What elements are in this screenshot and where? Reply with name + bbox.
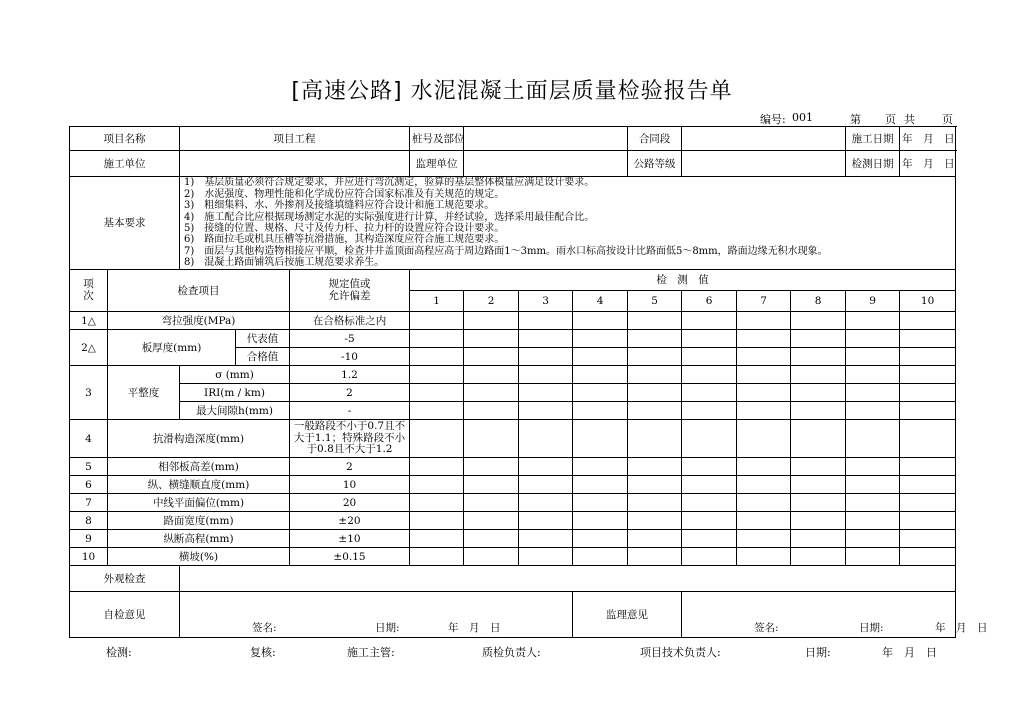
value-col-header: 9: [846, 291, 900, 312]
row-item: 中线平面偏位(mm): [108, 494, 290, 512]
value-col-header: 10: [900, 291, 956, 312]
footer-recheck: 复核:: [250, 646, 276, 659]
footer-date-label: 日期:: [805, 646, 831, 659]
value-col-header: 1: [410, 291, 464, 312]
supervisor-unit-value[interactable]: [464, 151, 628, 177]
footer-inspect: 检测:: [106, 646, 132, 659]
requirement-item: 6) 路面拉毛或机具压槽等抗滑措施，其构造深度应符合施工规范要求。: [184, 234, 505, 246]
page-ye-1: 页: [885, 113, 896, 126]
row-item: 纵、横缝顺直度(mm): [108, 476, 290, 494]
contract-value[interactable]: [682, 127, 846, 151]
self-check-label: 自检意见: [70, 592, 180, 638]
row-no: 4: [70, 420, 108, 458]
supervision-label: 监理意见: [573, 592, 682, 638]
row-spec: 一般路段不小于0.7且不大于1.1；特殊路段不小于0.8且不大于1.2: [290, 420, 410, 458]
self-check-sign-label: 签名:: [252, 622, 277, 634]
self-check-date-value: 年 月 日: [448, 622, 501, 634]
value-col-header: 2: [464, 291, 519, 312]
row-spec: -: [290, 402, 410, 420]
inspection-date-value[interactable]: 年 月 日: [900, 151, 956, 177]
row-no: 2△: [70, 330, 108, 366]
row-subitem: σ (mm): [180, 366, 290, 384]
row-spec: -5: [290, 330, 410, 348]
row-spec: -10: [290, 348, 410, 366]
inspection-form: [69, 126, 988, 638]
row-no: 8: [70, 512, 108, 530]
page-title: [高速公路] 水泥混凝土面层质量检验报告单: [291, 79, 733, 104]
footer-qc-head: 质检负责人:: [482, 646, 541, 659]
row-item: 相邻板高差(mm): [108, 458, 290, 476]
row-spec: 在合格标准之内: [290, 312, 410, 330]
row-item: 弯拉强度(MPa): [108, 312, 290, 330]
row-item: 路面宽度(mm): [108, 512, 290, 530]
row-item: 平整度: [108, 366, 180, 420]
serial-value: 001: [792, 111, 813, 124]
table-row: [70, 312, 956, 330]
table-row: [70, 494, 956, 512]
contract-label: 合同段: [628, 127, 682, 151]
col-header-item: 检查项目: [108, 270, 290, 312]
row-no: 6: [70, 476, 108, 494]
row-item: 纵断高程(mm): [108, 530, 290, 548]
requirement-item: 2) 水泥强度、物理性能和化学成份应符合国家标准及有关规范的规定。: [184, 188, 505, 200]
row-spec: 10: [290, 476, 410, 494]
project-name-label: 项目名称: [70, 127, 180, 151]
row-subitem: 代表值: [236, 330, 290, 348]
row-item: 抗滑构造深度(mm): [108, 420, 290, 458]
row-subitem: 合格值: [236, 348, 290, 366]
table-row: [70, 330, 956, 348]
station-label: 桩号及部位: [410, 127, 464, 151]
station-value[interactable]: [464, 127, 628, 151]
table-row: [70, 512, 956, 530]
row-item: 板厚度(mm): [108, 330, 236, 366]
row-spec: 1.2: [290, 366, 410, 384]
value-col-header: 5: [628, 291, 682, 312]
table-row: [70, 384, 956, 402]
requirement-item: 1) 基层质量必须符合规定要求，并应进行弯沉测定，验算的基层整体模量应满足设计要求。: [184, 177, 595, 189]
appearance-value[interactable]: [180, 566, 956, 592]
col-header-spec: 规定值或 允许偏差: [290, 270, 410, 312]
value-col-header: 3: [519, 291, 573, 312]
table-row: [70, 476, 956, 494]
value-col-header: 4: [573, 291, 628, 312]
row-spec: ±0.15: [290, 548, 410, 566]
row-spec: ±10: [290, 530, 410, 548]
page-di: 第: [850, 113, 861, 126]
page-ye-2: 页: [942, 113, 953, 126]
supervision-date-label: 日期:: [859, 622, 884, 634]
inspection-date-label: 检测日期: [846, 151, 900, 177]
table-row: [70, 402, 956, 420]
col-header-no: 项 次: [70, 270, 108, 312]
requirement-item: 7) 面层与其他构造物相接应平顺，检查井井盖顶面高程应高于周边路面1～3mm。雨水口标高按设计比路面低5～8mm，路面边缘无积水现象。: [184, 245, 828, 257]
requirements-label: 基本要求: [70, 177, 180, 270]
project-name-value[interactable]: 项目工程: [180, 127, 410, 151]
footer-tech-head: 项目技术负责人:: [640, 646, 721, 659]
contractor-value[interactable]: [180, 151, 410, 177]
requirements-text: [180, 177, 956, 270]
supervision-sign-label: 签名:: [754, 622, 779, 634]
table-row: [70, 548, 956, 566]
row-no: 10: [70, 548, 108, 566]
self-check-area[interactable]: [180, 592, 573, 638]
col-header-values: 检 测 值: [410, 270, 956, 291]
row-spec: 20: [290, 494, 410, 512]
requirement-item: 8) 混凝土路面铺筑后按施工规范要求养生。: [184, 257, 385, 269]
appearance-label: 外观检查: [70, 566, 180, 592]
row-no: 1△: [70, 312, 108, 330]
row-subitem: IRI(m / km): [180, 384, 290, 402]
road-grade-value[interactable]: [682, 151, 846, 177]
requirement-item: 3) 粗细集料、水、外掺剂及接缝填缝料应符合设计和施工规范要求。: [184, 200, 495, 212]
requirement-item: 4) 施工配合比应根据现场测定水泥的实际强度进行计算，并经试验，选择采用最佳配合比。: [184, 211, 595, 223]
row-spec: 2: [290, 458, 410, 476]
supervisor-unit-label: 监理单位: [410, 151, 464, 177]
row-subitem: 最大间隙h(mm): [180, 402, 290, 420]
contractor-label: 施工单位: [70, 151, 180, 177]
table-row: [70, 530, 956, 548]
row-no: 3: [70, 366, 108, 420]
row-item: 横坡(%): [108, 548, 290, 566]
construction-date-value[interactable]: 年 月 日: [900, 127, 956, 151]
table-row: [70, 458, 956, 476]
row-no: 9: [70, 530, 108, 548]
value-col-header: 6: [682, 291, 737, 312]
serial-label: 编号:: [760, 113, 786, 126]
page-gong: 共: [904, 113, 915, 126]
requirement-item: 5) 接缝的位置、规格、尺寸及传力杆、拉力杆的设置应符合设计要求。: [184, 223, 505, 234]
row-spec: 2: [290, 384, 410, 402]
self-check-date-label: 日期:: [375, 622, 400, 634]
value-col-header: 8: [791, 291, 846, 312]
supervision-date-value: 年 月 日: [935, 622, 988, 634]
value-col-header: 7: [737, 291, 791, 312]
footer-supervisor: 施工主管:: [347, 646, 395, 659]
road-grade-label: 公路等级: [628, 151, 682, 177]
row-no: 7: [70, 494, 108, 512]
row-spec: ±20: [290, 512, 410, 530]
footer-date-value: 年 月 日: [882, 646, 937, 659]
table-row: [70, 420, 956, 458]
table-row: [70, 366, 956, 384]
construction-date-label: 施工日期: [846, 127, 900, 151]
supervision-area[interactable]: [682, 592, 988, 638]
row-no: 5: [70, 458, 108, 476]
